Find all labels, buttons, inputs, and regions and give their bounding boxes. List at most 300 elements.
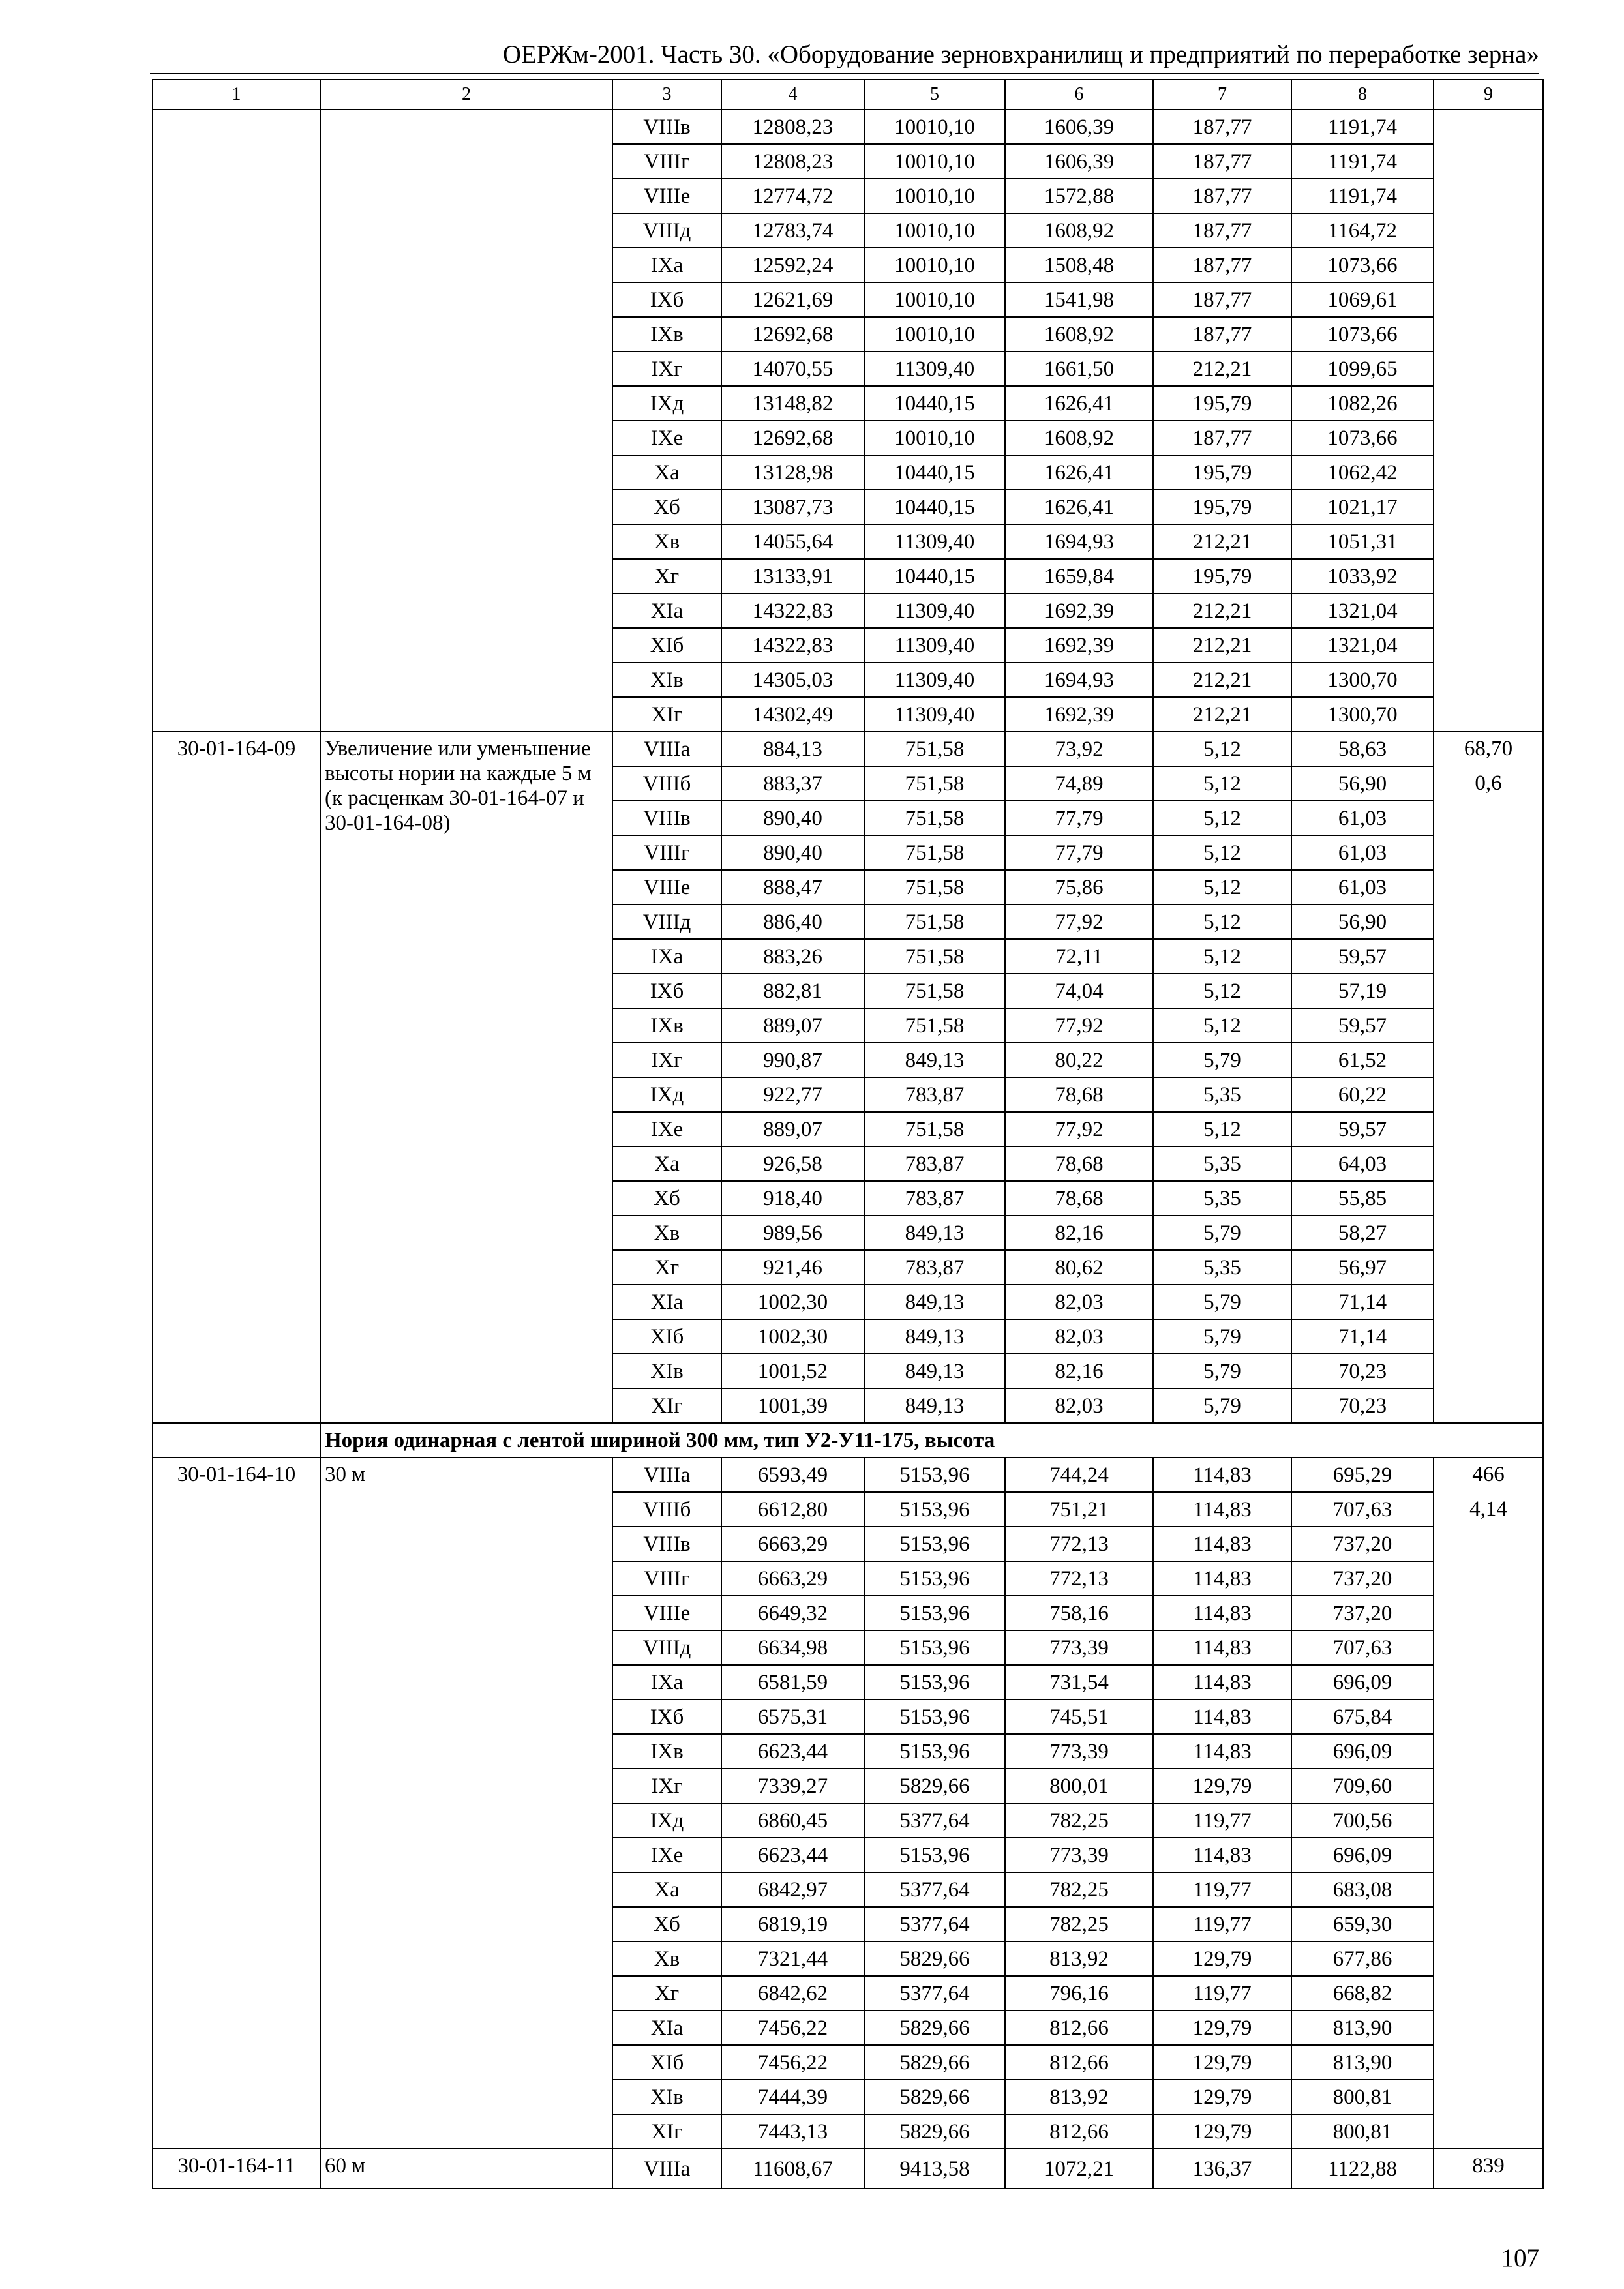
machinist-wages: 212,21 [1153, 628, 1291, 663]
machine-cost: 1694,93 [1005, 524, 1153, 559]
machinist-wages: 195,79 [1153, 455, 1291, 490]
materials-cost: 1164,72 [1291, 213, 1434, 248]
total-cost: 14070,55 [721, 352, 864, 386]
materials-cost: 813,90 [1291, 2045, 1434, 2080]
zone-code: XIв [612, 2080, 721, 2114]
machine-cost: 1608,92 [1005, 213, 1153, 248]
machine-cost: 772,13 [1005, 1561, 1153, 1596]
machine-cost: 744,24 [1005, 1458, 1153, 1492]
zone-code: IXб [612, 282, 721, 317]
total-cost: 13133,91 [721, 559, 864, 593]
wages: 10440,15 [864, 455, 1005, 490]
zone-code: VIIIв [612, 110, 721, 144]
total-cost: 926,58 [721, 1146, 864, 1181]
zone-code: XIг [612, 2114, 721, 2149]
zone-code: Xв [612, 524, 721, 559]
materials-cost: 56,97 [1291, 1250, 1434, 1285]
machine-cost: 812,66 [1005, 2045, 1153, 2080]
column-number: 9 [1434, 80, 1543, 110]
materials-cost: 709,60 [1291, 1769, 1434, 1803]
zone-code: Xа [612, 1146, 721, 1181]
zone-code: XIа [612, 593, 721, 628]
machinist-wages: 129,79 [1153, 2080, 1291, 2114]
wages: 5829,66 [864, 2011, 1005, 2045]
total-cost: 889,07 [721, 1112, 864, 1146]
wages: 5829,66 [864, 1769, 1005, 1803]
wages: 751,58 [864, 939, 1005, 974]
machinist-wages: 5,35 [1153, 1077, 1291, 1112]
machinist-wages: 119,77 [1153, 1803, 1291, 1838]
wages: 849,13 [864, 1216, 1005, 1250]
zone-code: VIIIе [612, 179, 721, 213]
total-cost: 7443,13 [721, 2114, 864, 2149]
machine-cost: 758,16 [1005, 1596, 1153, 1630]
zone-code: VIIIа [612, 2149, 721, 2189]
total-cost: 12783,74 [721, 213, 864, 248]
total-cost: 7321,44 [721, 1941, 864, 1976]
labor-cost-value: 4,14 [1469, 1497, 1507, 1521]
zone-code: IXв [612, 1734, 721, 1769]
wages: 5153,96 [864, 1665, 1005, 1699]
materials-cost: 700,56 [1291, 1803, 1434, 1838]
wages: 11309,40 [864, 524, 1005, 559]
total-cost: 6842,97 [721, 1872, 864, 1907]
zone-code: IXд [612, 1077, 721, 1112]
wages: 751,58 [864, 870, 1005, 905]
wages: 751,58 [864, 732, 1005, 766]
materials-cost: 800,81 [1291, 2114, 1434, 2149]
wages: 5377,64 [864, 1976, 1005, 2011]
zone-code: Xг [612, 559, 721, 593]
zone-code: XIв [612, 663, 721, 697]
wages: 10010,10 [864, 248, 1005, 282]
total-cost: 1001,52 [721, 1354, 864, 1388]
machine-cost: 74,89 [1005, 766, 1153, 801]
materials-cost: 707,63 [1291, 1492, 1434, 1527]
total-cost: 6819,19 [721, 1907, 864, 1941]
materials-cost: 59,57 [1291, 939, 1434, 974]
wages: 5153,96 [864, 1596, 1005, 1630]
total-cost: 1002,30 [721, 1285, 864, 1319]
materials-cost: 677,86 [1291, 1941, 1434, 1976]
materials-cost: 1073,66 [1291, 317, 1434, 352]
wages: 5153,96 [864, 1561, 1005, 1596]
total-cost: 918,40 [721, 1181, 864, 1216]
machine-cost: 745,51 [1005, 1699, 1153, 1734]
total-cost: 12692,68 [721, 421, 864, 455]
machine-cost: 82,03 [1005, 1285, 1153, 1319]
labor-cost-value: 0,6 [1475, 771, 1502, 795]
materials-cost: 61,03 [1291, 801, 1434, 835]
zone-code: VIIIе [612, 870, 721, 905]
total-cost: 6612,80 [721, 1492, 864, 1527]
column-number: 6 [1005, 80, 1153, 110]
total-cost: 890,40 [721, 801, 864, 835]
machine-cost: 78,68 [1005, 1077, 1153, 1112]
zone-code: VIIIг [612, 1561, 721, 1596]
table-row [153, 2149, 1543, 2189]
machinist-wages: 187,77 [1153, 110, 1291, 144]
machine-cost: 813,92 [1005, 2080, 1153, 2114]
machinist-wages: 114,83 [1153, 1734, 1291, 1769]
materials-cost: 1021,17 [1291, 490, 1434, 524]
machinist-wages: 5,12 [1153, 974, 1291, 1008]
total-cost: 14055,64 [721, 524, 864, 559]
total-cost: 1001,39 [721, 1388, 864, 1423]
machinist-wages: 5,12 [1153, 1008, 1291, 1043]
machinist-wages: 5,12 [1153, 905, 1291, 939]
labor-cost-value: 839 [1472, 2154, 1505, 2177]
wages: 751,58 [864, 766, 1005, 801]
wages: 783,87 [864, 1250, 1005, 1285]
machinist-wages: 5,35 [1153, 1250, 1291, 1285]
zone-code: XIб [612, 2045, 721, 2080]
machinist-wages: 114,83 [1153, 1665, 1291, 1699]
machinist-wages: 187,77 [1153, 317, 1291, 352]
total-cost: 14322,83 [721, 628, 864, 663]
rate-code: 30-01-164-10 [153, 1458, 320, 2149]
machine-cost: 1541,98 [1005, 282, 1153, 317]
machine-cost: 80,22 [1005, 1043, 1153, 1077]
labor-cost-value: 466 [1472, 1463, 1505, 1486]
column-number: 3 [612, 80, 721, 110]
machinist-wages: 5,79 [1153, 1354, 1291, 1388]
machinist-wages: 212,21 [1153, 352, 1291, 386]
zone-code: IXа [612, 939, 721, 974]
materials-cost: 1073,66 [1291, 421, 1434, 455]
materials-cost: 659,30 [1291, 1907, 1434, 1941]
machine-cost: 812,66 [1005, 2011, 1153, 2045]
materials-cost: 1321,04 [1291, 593, 1434, 628]
machine-cost: 796,16 [1005, 1976, 1153, 2011]
wages: 751,58 [864, 1008, 1005, 1043]
machinist-wages: 5,12 [1153, 732, 1291, 766]
machine-cost: 78,68 [1005, 1146, 1153, 1181]
total-cost: 12592,24 [721, 248, 864, 282]
table-row [153, 1458, 1543, 1492]
rate-name: 30 м [320, 1458, 612, 2149]
machine-cost: 1608,92 [1005, 317, 1153, 352]
materials-cost: 59,57 [1291, 1008, 1434, 1043]
materials-cost: 1033,92 [1291, 559, 1434, 593]
materials-cost: 56,90 [1291, 766, 1434, 801]
machine-cost: 1608,92 [1005, 421, 1153, 455]
total-cost: 888,47 [721, 870, 864, 905]
total-cost: 989,56 [721, 1216, 864, 1250]
rate-code: 30-01-164-09 [153, 732, 320, 1423]
machinist-wages: 5,12 [1153, 939, 1291, 974]
machinist-wages: 5,12 [1153, 801, 1291, 835]
zone-code: Xб [612, 490, 721, 524]
wages: 11309,40 [864, 593, 1005, 628]
machinist-wages: 136,37 [1153, 2149, 1291, 2189]
labor-cost-cell [1434, 2149, 1543, 2189]
section-heading: Нория одинарная с лентой шириной 300 мм, тип У2-У11-175, высота [320, 1423, 1543, 1458]
wages: 5153,96 [864, 1699, 1005, 1734]
total-cost: 990,87 [721, 1043, 864, 1077]
total-cost: 7444,39 [721, 2080, 864, 2114]
wages: 849,13 [864, 1354, 1005, 1388]
zone-code: IXг [612, 1769, 721, 1803]
materials-cost: 61,03 [1291, 835, 1434, 870]
wages: 5153,96 [864, 1630, 1005, 1665]
machinist-wages: 212,21 [1153, 593, 1291, 628]
materials-cost: 1082,26 [1291, 386, 1434, 421]
wages: 849,13 [864, 1285, 1005, 1319]
total-cost: 7456,22 [721, 2011, 864, 2045]
materials-cost: 800,81 [1291, 2080, 1434, 2114]
total-cost: 12808,23 [721, 144, 864, 179]
labor-cost-value: 68,70 [1464, 737, 1513, 760]
zone-code: IXе [612, 421, 721, 455]
zone-code: IXг [612, 1043, 721, 1077]
materials-cost: 737,20 [1291, 1527, 1434, 1561]
zone-code: IXд [612, 1803, 721, 1838]
total-cost: 7339,27 [721, 1769, 864, 1803]
wages: 10010,10 [864, 213, 1005, 248]
wages: 849,13 [864, 1043, 1005, 1077]
rate-code [153, 110, 320, 732]
zone-code: VIIIб [612, 766, 721, 801]
zone-code: Xг [612, 1976, 721, 2011]
materials-cost: 1321,04 [1291, 628, 1434, 663]
wages: 849,13 [864, 1388, 1005, 1423]
materials-cost: 695,29 [1291, 1458, 1434, 1492]
machinist-wages: 119,77 [1153, 1976, 1291, 2011]
zone-code: IXе [612, 1112, 721, 1146]
total-cost: 14302,49 [721, 697, 864, 732]
materials-cost: 1300,70 [1291, 663, 1434, 697]
zone-code: Xа [612, 455, 721, 490]
materials-cost: 1069,61 [1291, 282, 1434, 317]
zone-code: IXа [612, 1665, 721, 1699]
machinist-wages: 187,77 [1153, 179, 1291, 213]
labor-cost-cell [1434, 110, 1543, 732]
total-cost: 921,46 [721, 1250, 864, 1285]
machinist-wages: 212,21 [1153, 697, 1291, 732]
materials-cost: 675,84 [1291, 1699, 1434, 1734]
materials-cost: 1191,74 [1291, 144, 1434, 179]
machinist-wages: 187,77 [1153, 144, 1291, 179]
total-cost: 14322,83 [721, 593, 864, 628]
wages: 10440,15 [864, 386, 1005, 421]
total-cost: 922,77 [721, 1077, 864, 1112]
machine-cost: 75,86 [1005, 870, 1153, 905]
materials-cost: 58,27 [1291, 1216, 1434, 1250]
machinist-wages: 5,35 [1153, 1146, 1291, 1181]
total-cost: 14305,03 [721, 663, 864, 697]
machinist-wages: 5,12 [1153, 766, 1291, 801]
materials-cost: 737,20 [1291, 1596, 1434, 1630]
materials-cost: 1191,74 [1291, 110, 1434, 144]
zone-code: VIIIд [612, 213, 721, 248]
total-cost: 7456,22 [721, 2045, 864, 2080]
wages: 10010,10 [864, 144, 1005, 179]
materials-cost: 1122,88 [1291, 2149, 1434, 2189]
machinist-wages: 5,79 [1153, 1043, 1291, 1077]
total-cost: 12692,68 [721, 317, 864, 352]
total-cost: 889,07 [721, 1008, 864, 1043]
materials-cost: 1062,42 [1291, 455, 1434, 490]
wages: 5829,66 [864, 2045, 1005, 2080]
wages: 9413,58 [864, 2149, 1005, 2189]
total-cost: 890,40 [721, 835, 864, 870]
price-table [152, 79, 1544, 2189]
zone-code: VIIIд [612, 1630, 721, 1665]
zone-code: IXг [612, 352, 721, 386]
machine-cost: 773,39 [1005, 1630, 1153, 1665]
machine-cost: 72,11 [1005, 939, 1153, 974]
total-cost: 6623,44 [721, 1838, 864, 1872]
machine-cost: 82,16 [1005, 1354, 1153, 1388]
materials-cost: 61,52 [1291, 1043, 1434, 1077]
materials-cost: 70,23 [1291, 1354, 1434, 1388]
wages: 5377,64 [864, 1907, 1005, 1941]
zone-code: XIа [612, 1285, 721, 1319]
machinist-wages: 114,83 [1153, 1699, 1291, 1734]
zone-code: Xв [612, 1941, 721, 1976]
zone-code: XIа [612, 2011, 721, 2045]
materials-cost: 707,63 [1291, 1630, 1434, 1665]
materials-cost: 737,20 [1291, 1561, 1434, 1596]
table-row [153, 732, 1543, 766]
machinist-wages: 195,79 [1153, 386, 1291, 421]
machine-cost: 80,62 [1005, 1250, 1153, 1285]
machinist-wages: 114,83 [1153, 1561, 1291, 1596]
total-cost: 6575,31 [721, 1699, 864, 1734]
rate-name [320, 110, 612, 732]
total-cost: 6623,44 [721, 1734, 864, 1769]
machinist-wages: 119,77 [1153, 1907, 1291, 1941]
total-cost: 6593,49 [721, 1458, 864, 1492]
machine-cost: 812,66 [1005, 2114, 1153, 2149]
machinist-wages: 119,77 [1153, 1872, 1291, 1907]
zone-code: IXв [612, 317, 721, 352]
machine-cost: 1692,39 [1005, 697, 1153, 732]
machine-cost: 1572,88 [1005, 179, 1153, 213]
total-cost: 6649,32 [721, 1596, 864, 1630]
machinist-wages: 5,12 [1153, 1112, 1291, 1146]
materials-cost: 56,90 [1291, 905, 1434, 939]
zone-code: Xа [612, 1872, 721, 1907]
wages: 10010,10 [864, 421, 1005, 455]
zone-code: XIб [612, 628, 721, 663]
wages: 783,87 [864, 1181, 1005, 1216]
machinist-wages: 5,79 [1153, 1388, 1291, 1423]
materials-cost: 61,03 [1291, 870, 1434, 905]
zone-code: VIIIа [612, 732, 721, 766]
machine-cost: 82,16 [1005, 1216, 1153, 1250]
machine-cost: 1508,48 [1005, 248, 1153, 282]
total-cost: 6663,29 [721, 1561, 864, 1596]
machinist-wages: 187,77 [1153, 421, 1291, 455]
materials-cost: 683,08 [1291, 1872, 1434, 1907]
machinist-wages: 5,12 [1153, 870, 1291, 905]
wages: 10440,15 [864, 559, 1005, 593]
wages: 11309,40 [864, 352, 1005, 386]
materials-cost: 71,14 [1291, 1319, 1434, 1354]
header-rule [150, 73, 1539, 74]
wages: 751,58 [864, 1112, 1005, 1146]
total-cost: 6860,45 [721, 1803, 864, 1838]
machine-cost: 751,21 [1005, 1492, 1153, 1527]
machine-cost: 77,92 [1005, 1008, 1153, 1043]
machine-cost: 82,03 [1005, 1319, 1153, 1354]
total-cost: 883,26 [721, 939, 864, 974]
zone-code: VIIIг [612, 835, 721, 870]
zone-code: IXб [612, 974, 721, 1008]
wages: 5153,96 [864, 1734, 1005, 1769]
wages: 5153,96 [864, 1458, 1005, 1492]
machinist-wages: 5,35 [1153, 1181, 1291, 1216]
machinist-wages: 5,79 [1153, 1216, 1291, 1250]
machine-cost: 1606,39 [1005, 144, 1153, 179]
materials-cost: 60,22 [1291, 1077, 1434, 1112]
machine-cost: 782,25 [1005, 1872, 1153, 1907]
zone-code: XIб [612, 1319, 721, 1354]
machine-cost: 1692,39 [1005, 628, 1153, 663]
machine-cost: 773,39 [1005, 1734, 1153, 1769]
zone-code: VIIIб [612, 1492, 721, 1527]
zone-code: IXв [612, 1008, 721, 1043]
machine-cost: 1626,41 [1005, 386, 1153, 421]
machine-cost: 782,25 [1005, 1907, 1153, 1941]
machine-cost: 1606,39 [1005, 110, 1153, 144]
wages: 11309,40 [864, 697, 1005, 732]
materials-cost: 696,09 [1291, 1838, 1434, 1872]
wages: 5153,96 [864, 1527, 1005, 1561]
wages: 11309,40 [864, 628, 1005, 663]
wages: 11309,40 [864, 663, 1005, 697]
machine-cost: 77,79 [1005, 835, 1153, 870]
total-cost: 884,13 [721, 732, 864, 766]
zone-code: IXб [612, 1699, 721, 1734]
zone-code: VIIIг [612, 144, 721, 179]
machine-cost: 800,01 [1005, 1769, 1153, 1803]
zone-code: XIв [612, 1354, 721, 1388]
page-number: 107 [1501, 2244, 1539, 2272]
machinist-wages: 129,79 [1153, 2045, 1291, 2080]
machine-cost: 82,03 [1005, 1388, 1153, 1423]
rate-name: 60 м [320, 2149, 612, 2189]
machinist-wages: 114,83 [1153, 1838, 1291, 1872]
machinist-wages: 114,83 [1153, 1492, 1291, 1527]
zone-code: IXе [612, 1838, 721, 1872]
zone-code: XIг [612, 697, 721, 732]
machinist-wages: 195,79 [1153, 490, 1291, 524]
wages: 10010,10 [864, 179, 1005, 213]
machinist-wages: 5,12 [1153, 835, 1291, 870]
page-header-title: ОЕРЖм-2001. Часть 30. «Оборудование зерновхранилищ и предприятий по переработке зерна» [502, 40, 1539, 68]
zone-code: Xб [612, 1907, 721, 1941]
labor-cost-cell [1434, 732, 1543, 1423]
labor-cost-cell [1434, 1458, 1543, 2149]
total-cost: 13148,82 [721, 386, 864, 421]
column-number: 7 [1153, 80, 1291, 110]
materials-cost: 1191,74 [1291, 179, 1434, 213]
machine-cost: 73,92 [1005, 732, 1153, 766]
total-cost: 12774,72 [721, 179, 864, 213]
total-cost: 883,37 [721, 766, 864, 801]
total-cost: 6634,98 [721, 1630, 864, 1665]
column-number: 2 [320, 80, 612, 110]
machinist-wages: 129,79 [1153, 1941, 1291, 1976]
total-cost: 6663,29 [721, 1527, 864, 1561]
rate-name: Увеличение или уменьшение высоты нории на каждые 5 м (к расценкам 30-01-164-07 и 30-01-164-08) [320, 732, 612, 1423]
materials-cost: 813,90 [1291, 2011, 1434, 2045]
zone-code: Xб [612, 1181, 721, 1216]
machine-cost: 782,25 [1005, 1803, 1153, 1838]
